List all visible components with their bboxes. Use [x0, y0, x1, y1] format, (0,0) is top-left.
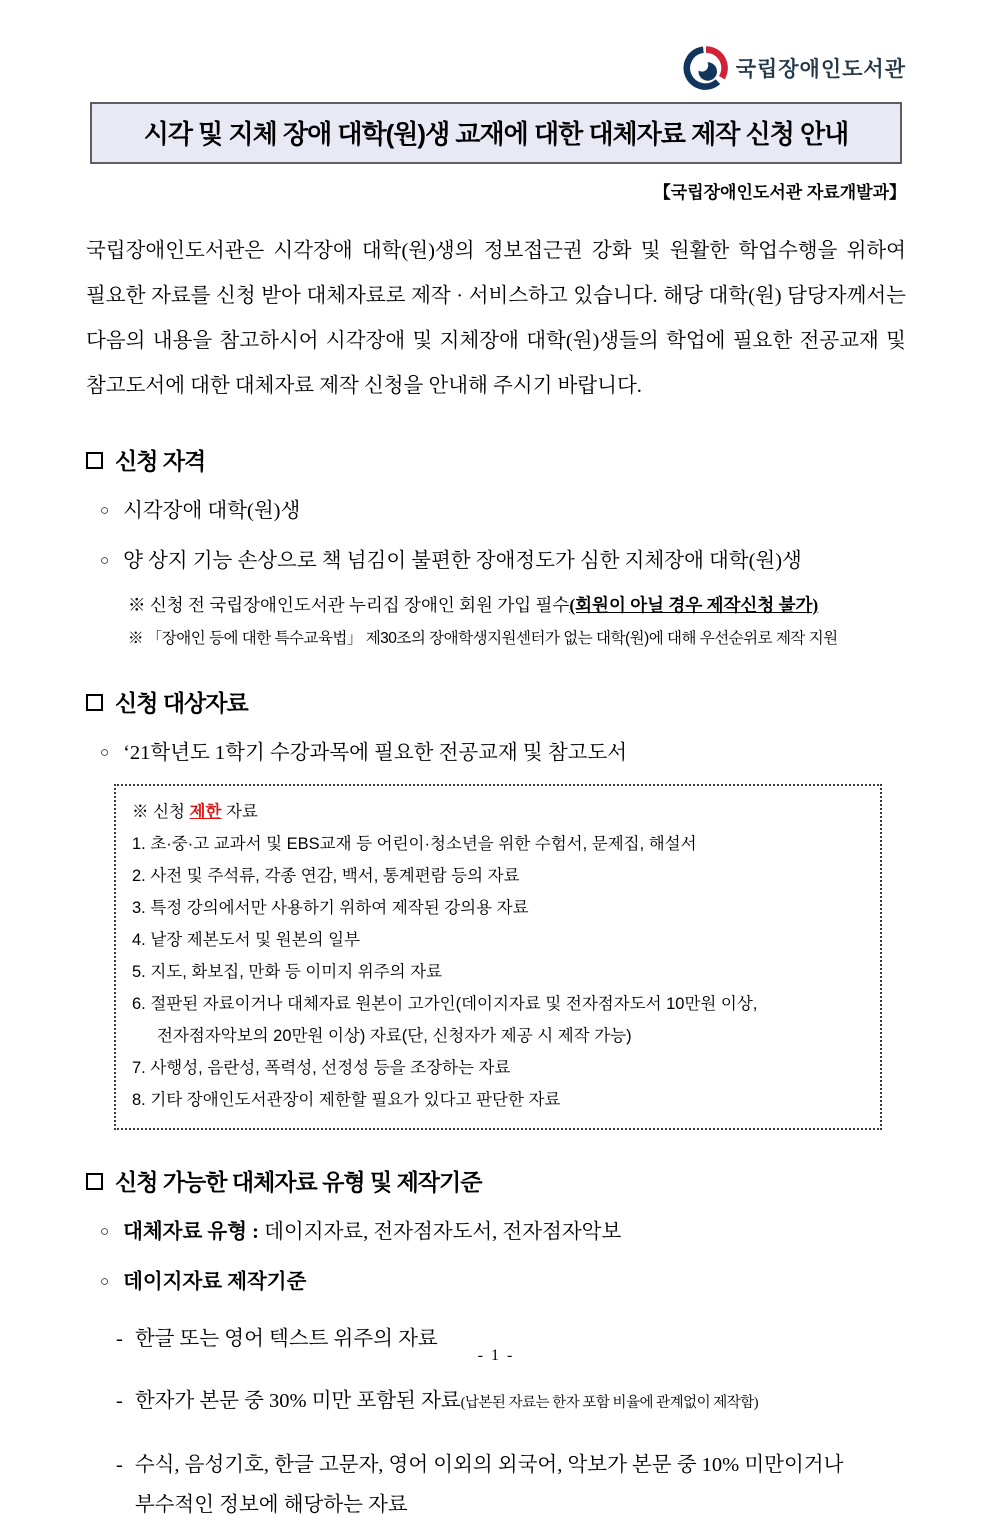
- restriction-box-title: [132, 796, 866, 828]
- square-bullet-icon: [86, 694, 103, 711]
- list-item: [100, 496, 906, 526]
- circle-bullet-icon: ○: [100, 745, 110, 761]
- section-heading-text: 신청 자격: [115, 448, 206, 474]
- logo: [86, 44, 906, 92]
- circle-bullet-icon: ○: [100, 503, 110, 519]
- page-number: - 1 -: [477, 1347, 515, 1364]
- restriction-title-emphasis: 제한: [189, 803, 222, 821]
- list-item-daisy: [100, 1267, 906, 1297]
- square-bullet-icon: [86, 452, 103, 469]
- document-title-box: [90, 102, 902, 164]
- restriction-item: 3. 특정 강의에서만 사용하기 위하여 제작된 강의용 자료: [132, 899, 529, 917]
- list-item: [100, 546, 906, 576]
- list-item-text: [123, 1217, 621, 1247]
- section-heading-text: 신청 대상자료: [115, 690, 248, 716]
- document-title: 시각 및 지체 장애 대학(원)생 교재에 대한 대체자료 제작 신청 안내: [143, 119, 849, 149]
- dash-bullet-icon: -: [116, 1328, 123, 1350]
- restriction-item: 7. 사행성, 음란성, 폭력성, 선정성 등을 조장하는 자료: [132, 1059, 511, 1077]
- type-value: 데이지자료, 전자점자도서, 전자점자악보: [264, 1221, 622, 1243]
- list-item-text: ‘21학년도 1학기 수강과목에 필요한 전공교재 및 참고도서: [123, 742, 628, 764]
- eligibility-note-law: ※ 「장애인 등에 대한 특수교육법」 제30조의 장애학생지원센터가 없는 대학(원)에 대해 우선순위로 제작 지원: [128, 630, 838, 647]
- restriction-item: 8. 기타 장애인도서관장이 제한할 필요가 있다고 판단한 자료: [132, 1091, 561, 1109]
- list-item-type: [100, 1217, 906, 1247]
- square-bullet-icon: [86, 1173, 103, 1190]
- department-label: 【국립장애인도서관 자료개발과】: [653, 183, 906, 202]
- section-heading-target: [86, 685, 906, 718]
- government-emblem-icon: [684, 46, 728, 90]
- criteria-item: [116, 1445, 906, 1525]
- circle-bullet-icon: ○: [100, 1224, 110, 1240]
- restriction-item: 2. 사전 및 주석류, 각종 연감, 백서, 통계편람 등의 자료: [132, 867, 520, 885]
- section-heading-text: 신청 가능한 대체자료 유형 및 제작기준: [115, 1169, 482, 1195]
- criteria-text: 한글 또는 영어 텍스트 위주의 자료: [134, 1328, 438, 1350]
- list-item-text: 시각장애 대학(원)생: [123, 500, 301, 522]
- section-heading-types: [86, 1164, 906, 1197]
- restriction-item: 4. 낱장 제본도서 및 원본의 일부: [132, 931, 360, 949]
- intro-paragraph: 국립장애인도서관은 시각장애 대학(원)생의 정보접근권 강화 및 원활한 학업수행을 위하여 필요한 자료를 신청 받아 대체자료로 제작 · 서비스하고 있습니다. 해당 대학(원) 담당자께서는 다음의 내용을 참고하시어 시각장애 및 지체장애 대학(원)생들의 학업에 필요한 전공교재 및 참고도서에 대한 대체자료 제작 신청을 안내해 주시기 바랍니다.: [86, 240, 906, 397]
- criteria-item: [116, 1381, 906, 1423]
- note-emphasis: (회원이 아닐 경우 제작신청 불가): [569, 595, 819, 615]
- logo-org-name: 국립장애인도서관: [735, 58, 906, 81]
- criteria-text: 수식, 음성기호, 한글 고문자, 영어 이외의 외국어, 악보가 본문 중 10% 미만이거나 부수적인 정보에 해당하는 자료: [134, 1454, 844, 1516]
- restriction-item: 6. 절판된 자료이거나 대체자료 원본이 고가인(데이지자료 및 전자점자도서 10만원 이상, 전자점자악보의 20만원 이상) 자료(단, 신청자가 제공 시 제작 가능): [132, 995, 758, 1045]
- restriction-item: 5. 지도, 화보집, 만화 등 이미지 위주의 자료: [132, 963, 443, 981]
- type-label: 대체자료 유형 :: [123, 1221, 259, 1243]
- restriction-title-suffix: 자료: [221, 803, 258, 821]
- list-item: [100, 738, 906, 768]
- list-item-text: 양 상지 기능 손상으로 책 넘김이 불편한 장애정도가 심한 지체장애 대학(원)생: [123, 550, 802, 572]
- criteria-text: [135, 1381, 758, 1423]
- circle-bullet-icon: ○: [100, 1274, 110, 1290]
- dash-bullet-icon: -: [116, 1390, 123, 1412]
- circle-bullet-icon: ○: [100, 553, 110, 569]
- restriction-item: 1. 초·중·고 교과서 및 EBS교재 등 어린이·청소년을 위한 수험서, 문제집, 해설서: [132, 835, 697, 853]
- dash-bullet-icon: -: [116, 1454, 123, 1476]
- section-heading-eligibility: [86, 443, 906, 476]
- note-text: ※ 신청 전 국립장애인도서관 누리집 장애인 회원 가입 필수: [128, 595, 570, 615]
- restriction-title-prefix: ※ 신청: [132, 803, 190, 821]
- eligibility-note-membership: [128, 592, 906, 618]
- criteria-small-note: (납본된 자료는 한자 포함 비율에 관계없이 제작함): [460, 1395, 759, 1411]
- criteria-main-text: 한자가 본문 중 30% 미만 포함된 자료: [134, 1390, 461, 1412]
- daisy-heading: 데이지자료 제작기준: [123, 1271, 307, 1293]
- restriction-box: [114, 784, 882, 1130]
